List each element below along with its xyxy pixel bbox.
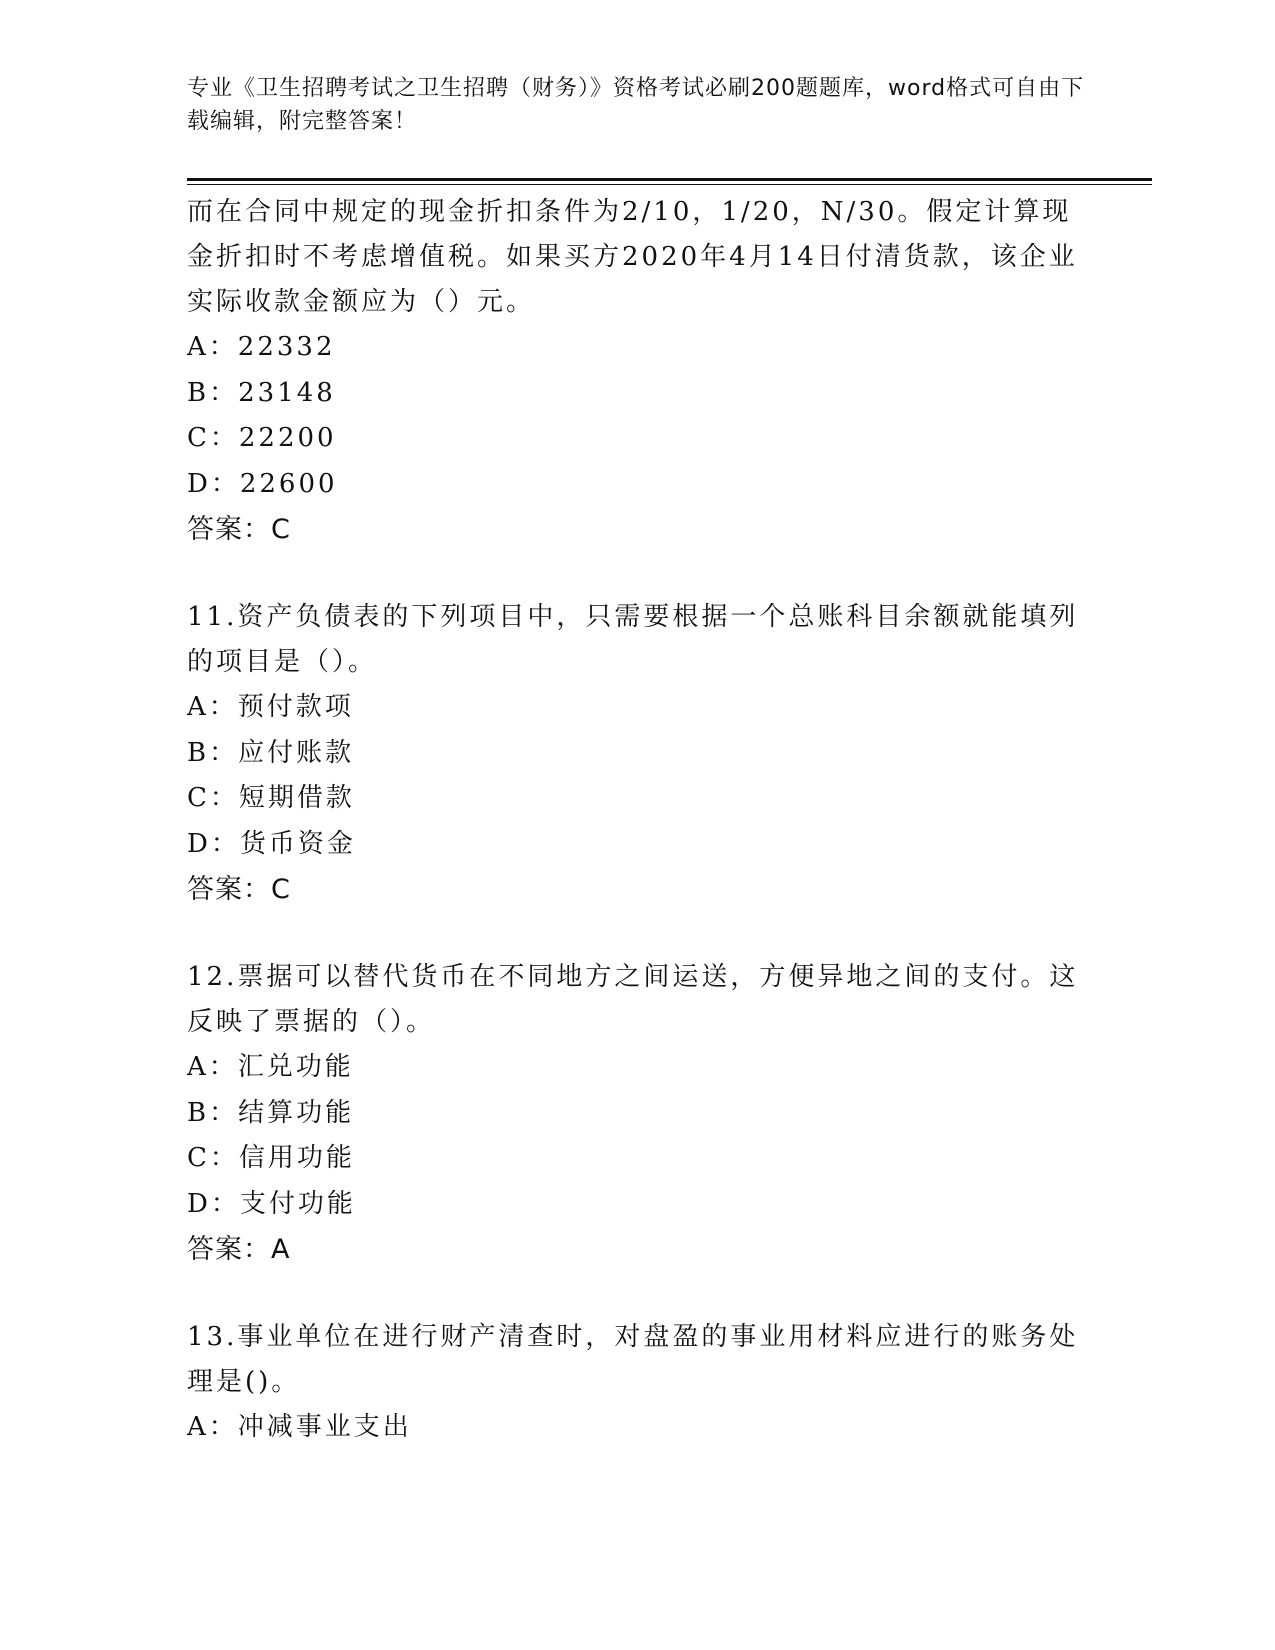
answer-text: 答案：C (187, 874, 291, 905)
question-block (187, 595, 1087, 912)
option-d: D：22600 (187, 468, 338, 499)
option-a: A：冲减事业支出 (187, 1412, 412, 1442)
question-text: 12.票据可以替代货币在不同地方之间运送，方便异地之间的支付。这反映了票据的（）。 (187, 962, 1079, 1037)
header-divider-thick (187, 178, 1152, 181)
option-c: C：短期借款 (187, 783, 355, 813)
question-text: 13.事业单位在进行财产清查时，对盘盈的事业用材料应进行的账务处理是()。 (187, 1322, 1079, 1397)
question-list (187, 190, 1087, 1451)
option-c: C：22200 (187, 423, 337, 453)
question-text: 而在合同中规定的现金折扣条件为2/10，1/20，N/30。假定计算现金折扣时不考虑增值税。如果买方2020年4月14日付清货款，该企业实际收款金额应为（）元。 (187, 197, 1078, 317)
answer-text: 答案：C (187, 514, 291, 545)
option-a: A：汇兑功能 (187, 1052, 354, 1082)
question-block (187, 955, 1087, 1272)
option-d: D：支付功能 (187, 1188, 356, 1219)
question-block (187, 1315, 1087, 1451)
header-divider-thin (187, 184, 1152, 185)
option-a: A：22332 (187, 332, 336, 362)
option-b: B：结算功能 (187, 1097, 355, 1128)
option-a: A：预付款项 (187, 692, 354, 722)
option-d: D：货币资金 (187, 828, 356, 859)
option-b: B：应付账款 (187, 737, 355, 768)
question-block (187, 190, 1087, 552)
option-b: B：23148 (187, 377, 336, 408)
question-text: 11.资产负债表的下列项目中，只需要根据一个总账科目余额就能填列的项目是（）。 (187, 602, 1079, 677)
document-header: 专业《卫生招聘考试之卫生招聘（财务）》资格考试必刷200题题库，word格式可自由下载编辑，附完整答案！ (187, 76, 1085, 134)
option-c: C：信用功能 (187, 1143, 355, 1173)
answer-text: 答案：A (187, 1234, 291, 1265)
